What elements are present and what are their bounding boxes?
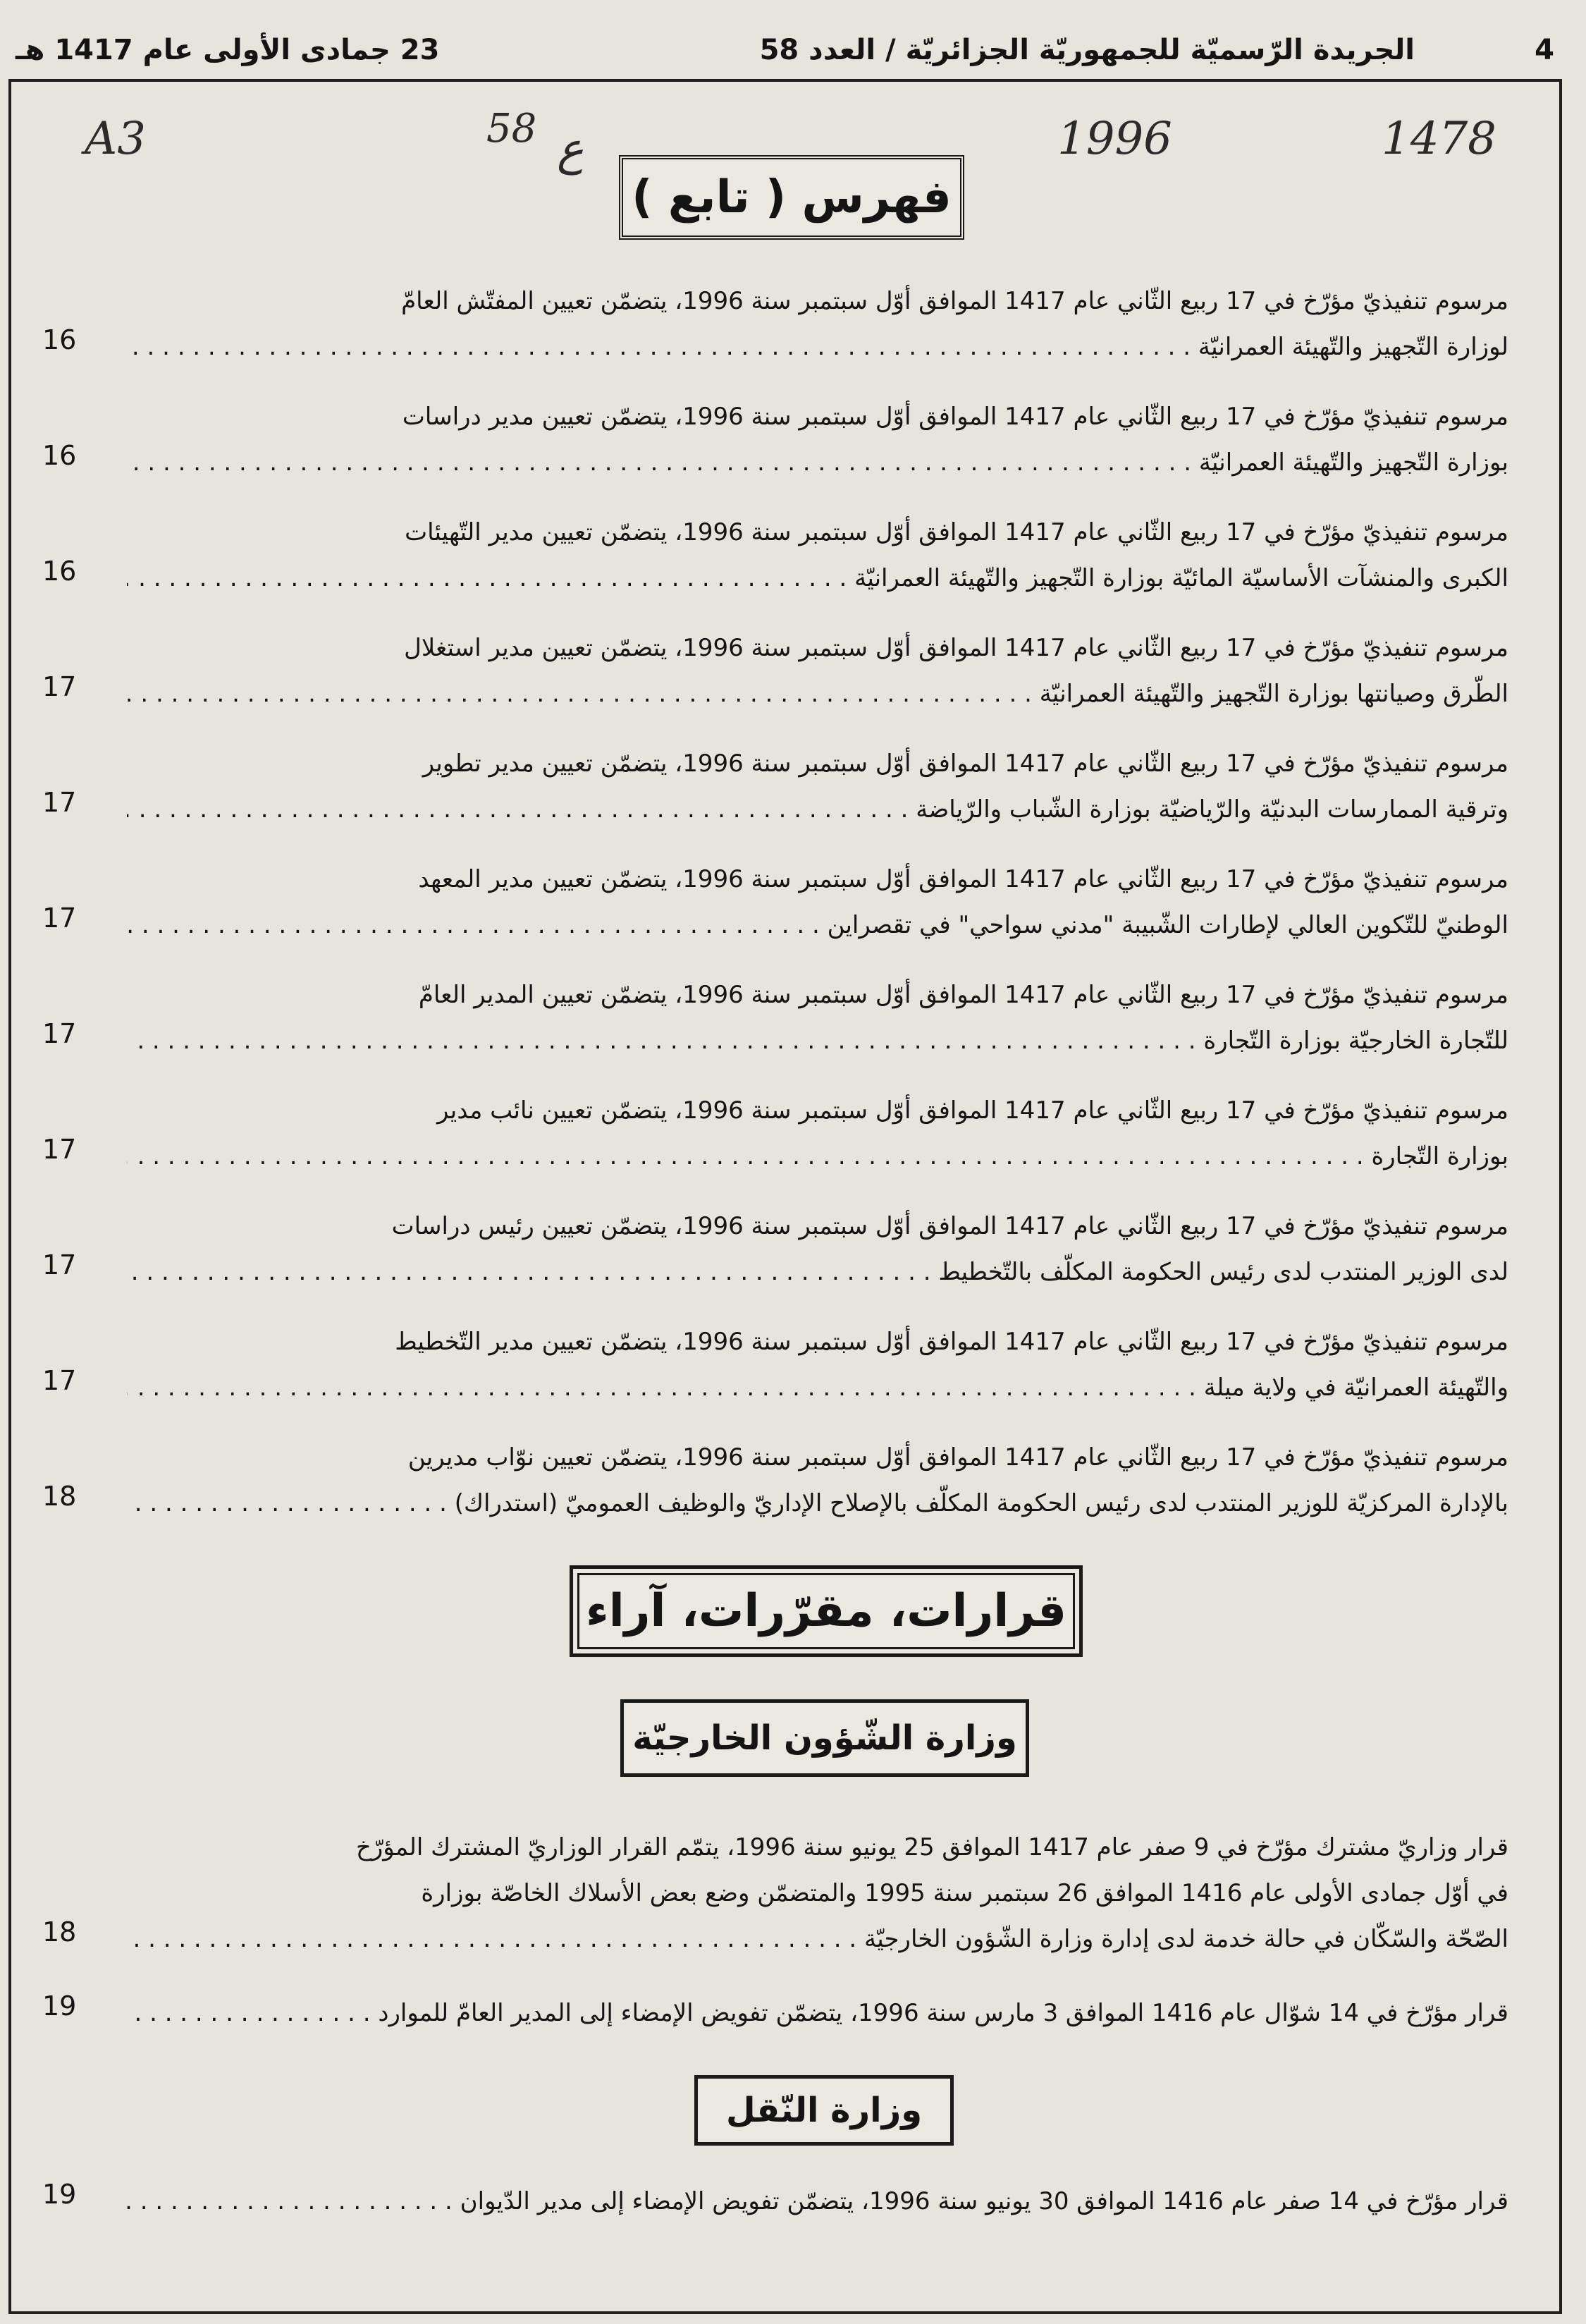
entry-line: الوطنيّ للتّكوين العالي لإطارات الشّبيبة "مدني سواحي" في تقصراين . . . bbox=[127, 903, 1508, 948]
section-heading: قرارات، مقرّرات، آراء bbox=[570, 1565, 1083, 1657]
gazette-title: الجريدة الرّسميّة للجمهوريّة الجزائريّة / العدد 58 bbox=[759, 34, 1415, 66]
entry-page-number: 18 bbox=[42, 1481, 77, 1512]
index-entry bbox=[127, 279, 1508, 370]
index-entry bbox=[127, 1990, 1508, 2036]
entry-line: قرار وزاريّ مشترك مؤرّخ في 9 صفر عام 1417 الموافق 25 يونيو سنة 1996، يتمّم القرار الوزاريّ المشترك المؤرّخ bbox=[355, 1833, 1508, 1861]
handwritten-year: 1996 bbox=[1057, 113, 1172, 165]
entry-line: مرسوم تنفيذيّ مؤرّخ في 17 ربيع الثّاني عام 1417 الموافق أوّل سبتمبر سنة 1996، يتضمّن تعيين مدير دراسات bbox=[402, 403, 1508, 431]
entry-line: بوزارة التّجهيز والتّهيئة العمرانيّة . . . bbox=[127, 440, 1508, 486]
running-header bbox=[8, 21, 1563, 79]
entry-line: مرسوم تنفيذيّ مؤرّخ في 17 ربيع الثّاني عام 1417 الموافق أوّل سبتمبر سنة 1996، يتضمّن تعيين مدير المعهد bbox=[418, 865, 1508, 893]
index-title: فهرس ( تابع ) bbox=[619, 155, 964, 240]
ministry-heading-foreign-affairs: وزارة الشّؤون الخارجيّة bbox=[620, 1699, 1029, 1777]
entry-page-number: 16 bbox=[42, 440, 77, 471]
entry-line: مرسوم تنفيذيّ مؤرّخ في 17 ربيع الثّاني عام 1417 الموافق أوّل سبتمبر سنة 1996، يتضمّن تعيين المدير العامّ bbox=[418, 981, 1508, 1009]
index-entry bbox=[127, 2179, 1508, 2225]
ministry-heading-transport: وزارة النّقل bbox=[694, 2075, 954, 2146]
index-entry bbox=[127, 1204, 1508, 1295]
index-entry bbox=[127, 1435, 1508, 1527]
entry-line: مرسوم تنفيذيّ مؤرّخ في 17 ربيع الثّاني عام 1417 الموافق أوّل سبتمبر سنة 1996، يتضمّن تعيين مدير التّخطيط bbox=[395, 1328, 1508, 1356]
index-entry bbox=[127, 1825, 1508, 1962]
entry-line: الطّرق وصيانتها بوزارة التّجهيز والتّهيئة العمرانيّة . . . bbox=[127, 671, 1508, 717]
entry-line: الكبرى والمنشآت الأساسيّة المائيّة بوزارة التّجهيز والتّهيئة العمرانيّة . . . bbox=[127, 556, 1508, 601]
entry-page-number: 19 bbox=[42, 2179, 77, 2210]
entry-page-number: 19 bbox=[42, 1990, 77, 2022]
entry-line: وترقية الممارسات البدنيّة والرّياضيّة بوزارة الشّباب والرّياضة . . . bbox=[127, 787, 1508, 833]
index-entry bbox=[127, 741, 1508, 833]
entry-line: لوزارة التّجهيز والتّهيئة العمرانيّة . . . bbox=[127, 324, 1508, 370]
index-entry bbox=[127, 510, 1508, 601]
entry-line: مرسوم تنفيذيّ مؤرّخ في 17 ربيع الثّاني عام 1417 الموافق أوّل سبتمبر سنة 1996، يتضمّن تعيين المفتّش العامّ bbox=[401, 287, 1508, 315]
handwritten-58: 58 bbox=[486, 106, 537, 152]
issue-date: 23 جمادى الأولى عام 1417 هـ bbox=[16, 34, 440, 66]
entry-line: مرسوم تنفيذيّ مؤرّخ في 17 ربيع الثّاني عام 1417 الموافق أوّل سبتمبر سنة 1996، يتضمّن تعيين رئيس دراسات bbox=[391, 1212, 1508, 1240]
entry-page-number: 16 bbox=[42, 324, 77, 355]
page-number: 4 bbox=[1535, 34, 1554, 66]
handwritten-letter: ع bbox=[557, 123, 584, 176]
entry-page-number: 17 bbox=[42, 1134, 77, 1165]
entry-line: بالإدارة المركزيّة للوزير المنتدب لدى رئيس الحكومة المكلّف بالإصلاح الإداريّ والوظيف العموميّ (استدراك) . . . bbox=[127, 1481, 1508, 1527]
entry-line: لدى الوزير المنتدب لدى رئيس الحكومة المكلّف بالتّخطيط . . . bbox=[127, 1249, 1508, 1295]
entry-line: الصّحّة والسّكّان في حالة خدمة لدى إدارة وزارة الشّؤون الخارجيّة . . . bbox=[127, 1916, 1508, 1962]
entry-page-number: 17 bbox=[42, 903, 77, 934]
index-entry bbox=[127, 1088, 1508, 1180]
handwritten-a3: A3 bbox=[85, 113, 146, 165]
handwritten-code: 1478 bbox=[1382, 113, 1496, 165]
entry-line: مرسوم تنفيذيّ مؤرّخ في 17 ربيع الثّاني عام 1417 الموافق أوّل سبتمبر سنة 1996، يتضمّن تعيين مدير التّهيئات bbox=[405, 518, 1508, 546]
entry-page-number: 17 bbox=[42, 671, 77, 702]
entry-line: بوزارة التّجارة . . . bbox=[127, 1134, 1508, 1180]
entry-line: في أوّل جمادى الأولى عام 1416 الموافق 26 سبتمبر سنة 1995 والمتضمّن وضع بعض الأسلاك الخاصّة بوزارة bbox=[421, 1879, 1508, 1907]
index-entry bbox=[127, 394, 1508, 486]
entry-page-number: 17 bbox=[42, 1249, 77, 1280]
entry-line: والتّهيئة العمرانيّة في ولاية ميلة . . . bbox=[127, 1365, 1508, 1411]
index-entry bbox=[127, 857, 1508, 948]
entry-line: للتّجارة الخارجيّة بوزارة التّجارة . . . bbox=[127, 1018, 1508, 1064]
entry-line: مرسوم تنفيذيّ مؤرّخ في 17 ربيع الثّاني عام 1417 الموافق أوّل سبتمبر سنة 1996، يتضمّن تعيين نائب مدير bbox=[437, 1096, 1508, 1125]
index-entry bbox=[127, 1319, 1508, 1411]
entry-line: قرار مؤرّخ في 14 صفر عام 1416 الموافق 30 يونيو سنة 1996، يتضمّن تفويض الإمضاء إلى مدير الدّيوان . . . bbox=[127, 2179, 1508, 2225]
entry-page-number: 17 bbox=[42, 787, 77, 818]
entry-line: قرار مؤرّخ في 14 شوّال عام 1416 الموافق 3 مارس سنة 1996، يتضمّن تفويض الإمضاء إلى المدير العامّ للموارد . . . bbox=[127, 1990, 1508, 2036]
index-entry bbox=[127, 972, 1508, 1064]
entry-page-number: 17 bbox=[42, 1018, 77, 1049]
entry-line: مرسوم تنفيذيّ مؤرّخ في 17 ربيع الثّاني عام 1417 الموافق أوّل سبتمبر سنة 1996، يتضمّن تعيين مدير تطوير bbox=[422, 750, 1508, 778]
entry-line: مرسوم تنفيذيّ مؤرّخ في 17 ربيع الثّاني عام 1417 الموافق أوّل سبتمبر سنة 1996، يتضمّن تعيين مدير استغلال bbox=[404, 634, 1508, 662]
entry-page-number: 18 bbox=[42, 1916, 77, 1947]
entry-page-number: 17 bbox=[42, 1365, 77, 1396]
index-entry bbox=[127, 625, 1508, 717]
entry-page-number: 16 bbox=[42, 556, 77, 587]
entry-line: مرسوم تنفيذيّ مؤرّخ في 17 ربيع الثّاني عام 1417 الموافق أوّل سبتمبر سنة 1996، يتضمّن تعيين نوّاب مديرين bbox=[407, 1443, 1508, 1472]
